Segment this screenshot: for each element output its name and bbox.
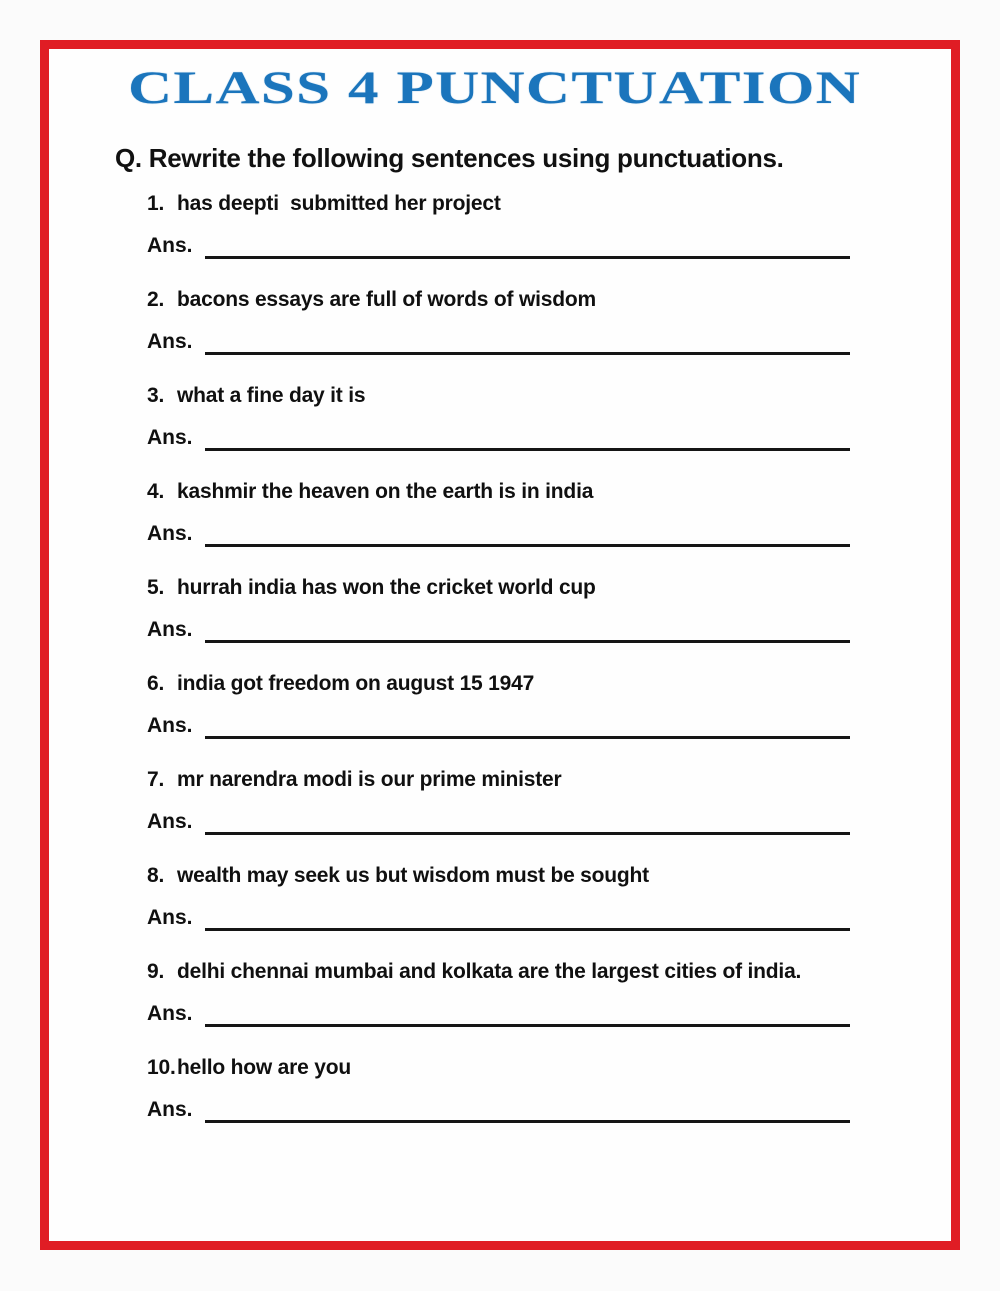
worksheet-title: CLASS 4 PUNCTUATION <box>128 62 862 114</box>
question-item <box>147 573 850 643</box>
answer-label: Ans. <box>147 234 193 257</box>
answer-blank-line[interactable] <box>205 619 850 643</box>
answer-blank-line[interactable] <box>205 907 850 931</box>
question-number: 1. <box>147 192 165 215</box>
question-line <box>147 765 850 795</box>
question-line <box>147 861 850 891</box>
answer-label: Ans. <box>147 1002 193 1025</box>
question-number: 6. <box>147 672 165 695</box>
question-line <box>147 957 850 987</box>
question-number: 3. <box>147 384 165 407</box>
question-line <box>147 669 850 699</box>
answer-label: Ans. <box>147 618 193 641</box>
question-number: 8. <box>147 864 165 887</box>
answer-line <box>147 809 850 835</box>
answer-label: Ans. <box>147 810 193 833</box>
answer-blank-line[interactable] <box>205 811 850 835</box>
question-line <box>147 285 850 315</box>
question-text: what a fine day it is <box>177 384 366 407</box>
question-line <box>147 477 850 507</box>
answer-blank-line[interactable] <box>205 331 850 355</box>
answer-label: Ans. <box>147 714 193 737</box>
question-item <box>147 285 850 355</box>
answer-blank-line[interactable] <box>205 235 850 259</box>
question-item <box>147 861 850 931</box>
answer-blank-line[interactable] <box>205 715 850 739</box>
answer-line <box>147 1097 850 1123</box>
answer-blank-line[interactable] <box>205 523 850 547</box>
question-text: hello how are you <box>177 1056 351 1079</box>
question-item <box>147 765 850 835</box>
question-number: 9. <box>147 960 165 983</box>
answer-line <box>147 905 850 931</box>
question-line <box>147 189 850 219</box>
question-number: 7. <box>147 768 165 791</box>
answer-line <box>147 521 850 547</box>
question-text: india got freedom on august 15 1947 <box>177 672 535 695</box>
question-text: hurrah india has won the cricket world cup <box>177 576 596 599</box>
worksheet-page <box>40 40 960 1250</box>
question-text: has deepti submitted her project <box>177 192 501 215</box>
answer-line <box>147 713 850 739</box>
question-line <box>147 1053 850 1083</box>
question-number: 2. <box>147 288 165 311</box>
answer-label: Ans. <box>147 522 193 545</box>
answer-line <box>147 233 850 259</box>
answer-line <box>147 617 850 643</box>
answer-label: Ans. <box>147 330 193 353</box>
question-item <box>147 381 850 451</box>
question-item <box>147 957 850 1027</box>
question-item <box>147 477 850 547</box>
answer-blank-line[interactable] <box>205 1099 850 1123</box>
question-item <box>147 1053 850 1123</box>
answer-blank-line[interactable] <box>205 1003 850 1027</box>
answer-line <box>147 1001 850 1027</box>
answer-blank-line[interactable] <box>205 427 850 451</box>
answer-label: Ans. <box>147 906 193 929</box>
question-text: wealth may seek us but wisdom must be sought <box>177 864 649 887</box>
question-list <box>147 189 850 1123</box>
answer-label: Ans. <box>147 1098 193 1121</box>
question-item <box>147 189 850 259</box>
answer-line <box>147 425 850 451</box>
question-text: delhi chennai mumbai and kolkata are the largest cities of india. <box>177 960 802 983</box>
question-line <box>147 381 850 411</box>
question-number: 5. <box>147 576 165 599</box>
question-number: 4. <box>147 480 165 503</box>
question-text: mr narendra modi is our prime minister <box>177 768 562 791</box>
question-text: bacons essays are full of words of wisdom <box>177 288 596 311</box>
answer-label: Ans. <box>147 426 193 449</box>
question-text: kashmir the heaven on the earth is in india <box>177 480 594 503</box>
question-line <box>147 573 850 603</box>
question-heading: Q. Rewrite the following sentences using punctuations. <box>115 143 784 173</box>
answer-line <box>147 329 850 355</box>
question-number: 10. <box>147 1056 176 1079</box>
question-item <box>147 669 850 739</box>
